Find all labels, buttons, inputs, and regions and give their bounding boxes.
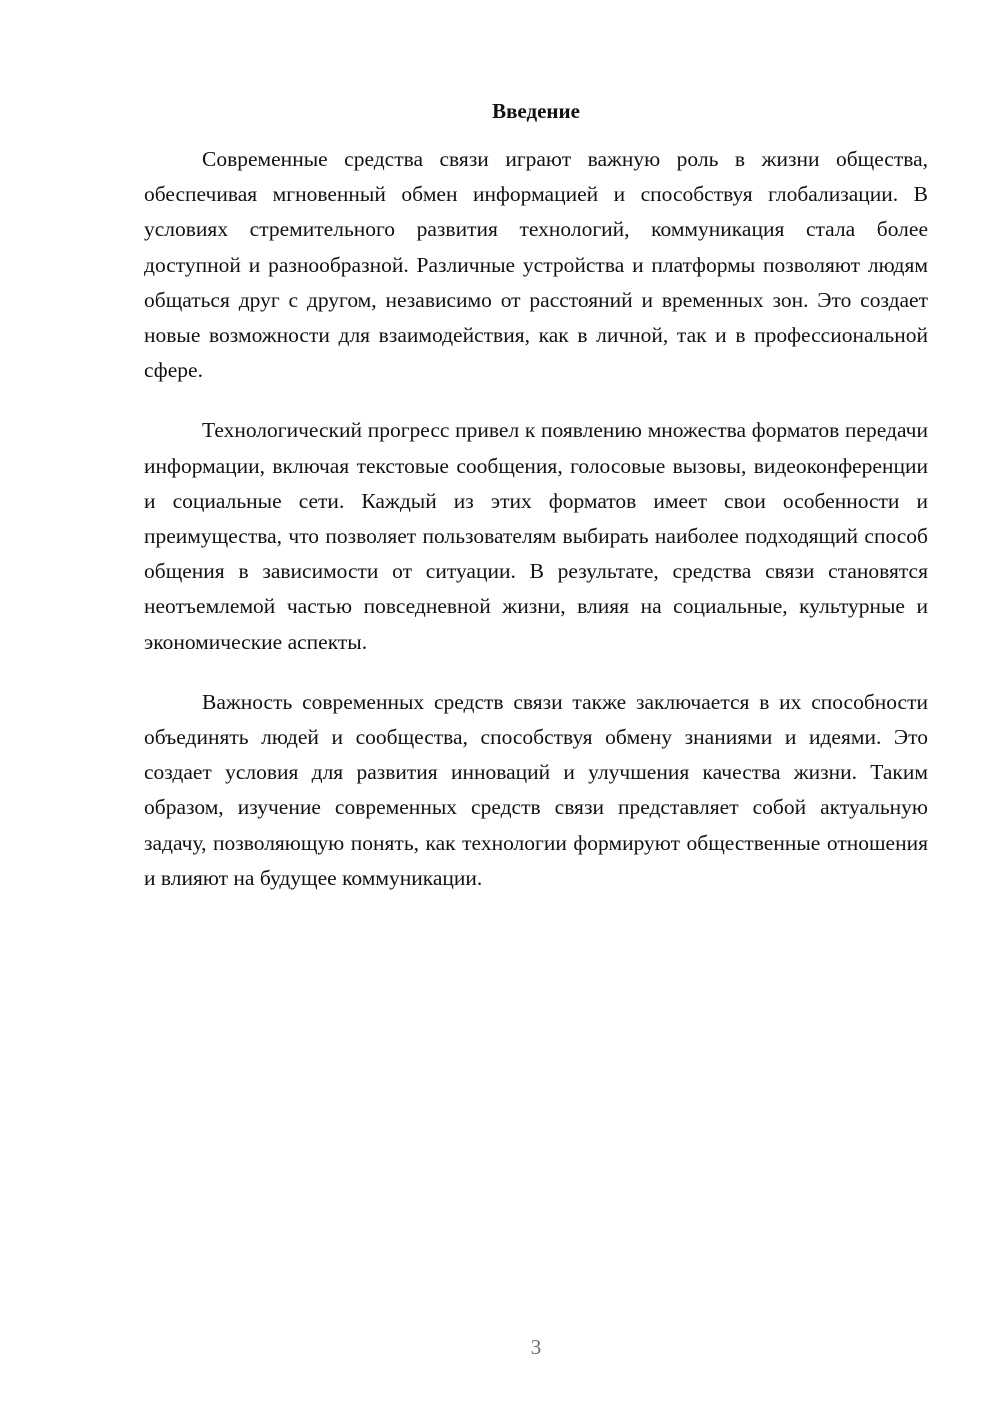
section-heading: Введение (492, 99, 580, 123)
paragraph-2: Технологический прогресс привел к появлению множества форматов передачи информации, включая текстовые сообщения, голосовые вызовы, видеоконференции и социальные сети. Каждый из этих форматов имеет свои особенности и преимущества, что позволяет пользователям выбирать наиболее подходящий способ общения в зависимости от ситуации. В результате, средства связи становятся неотъемлемой частью повседневной жизни, влияя на социальные, культурные и экономические аспекты. (144, 418, 928, 654)
paragraph-1: Современные средства связи играют важную роль в жизни общества, обеспечивая мгновенный обмен информацией и способствуя глобализации. В условиях стремительного развития технологий, коммуникация стала более доступной и разнообразной. Различные устройства и платформы позволяют людям общаться друг с другом, независимо от расстояний и временных зон. Это создает новые возможности для взаимодействия, как в личной, так и в профессиональной сфере. (144, 147, 928, 383)
page-number: 3 (530, 1335, 542, 1359)
paragraph-3: Важность современных средств связи также заключается в их способности объединять людей и сообщества, способствуя обмену знаниями и идеями. Это создает условия для развития инноваций и улучшения качества жизни. Таким образом, изучение современных средств связи представляет собой актуальную задачу, позволяющую понять, как технологии формируют общественные отношения и влияют на будущее коммуникации. (144, 689, 928, 890)
body-text (144, 142, 928, 921)
